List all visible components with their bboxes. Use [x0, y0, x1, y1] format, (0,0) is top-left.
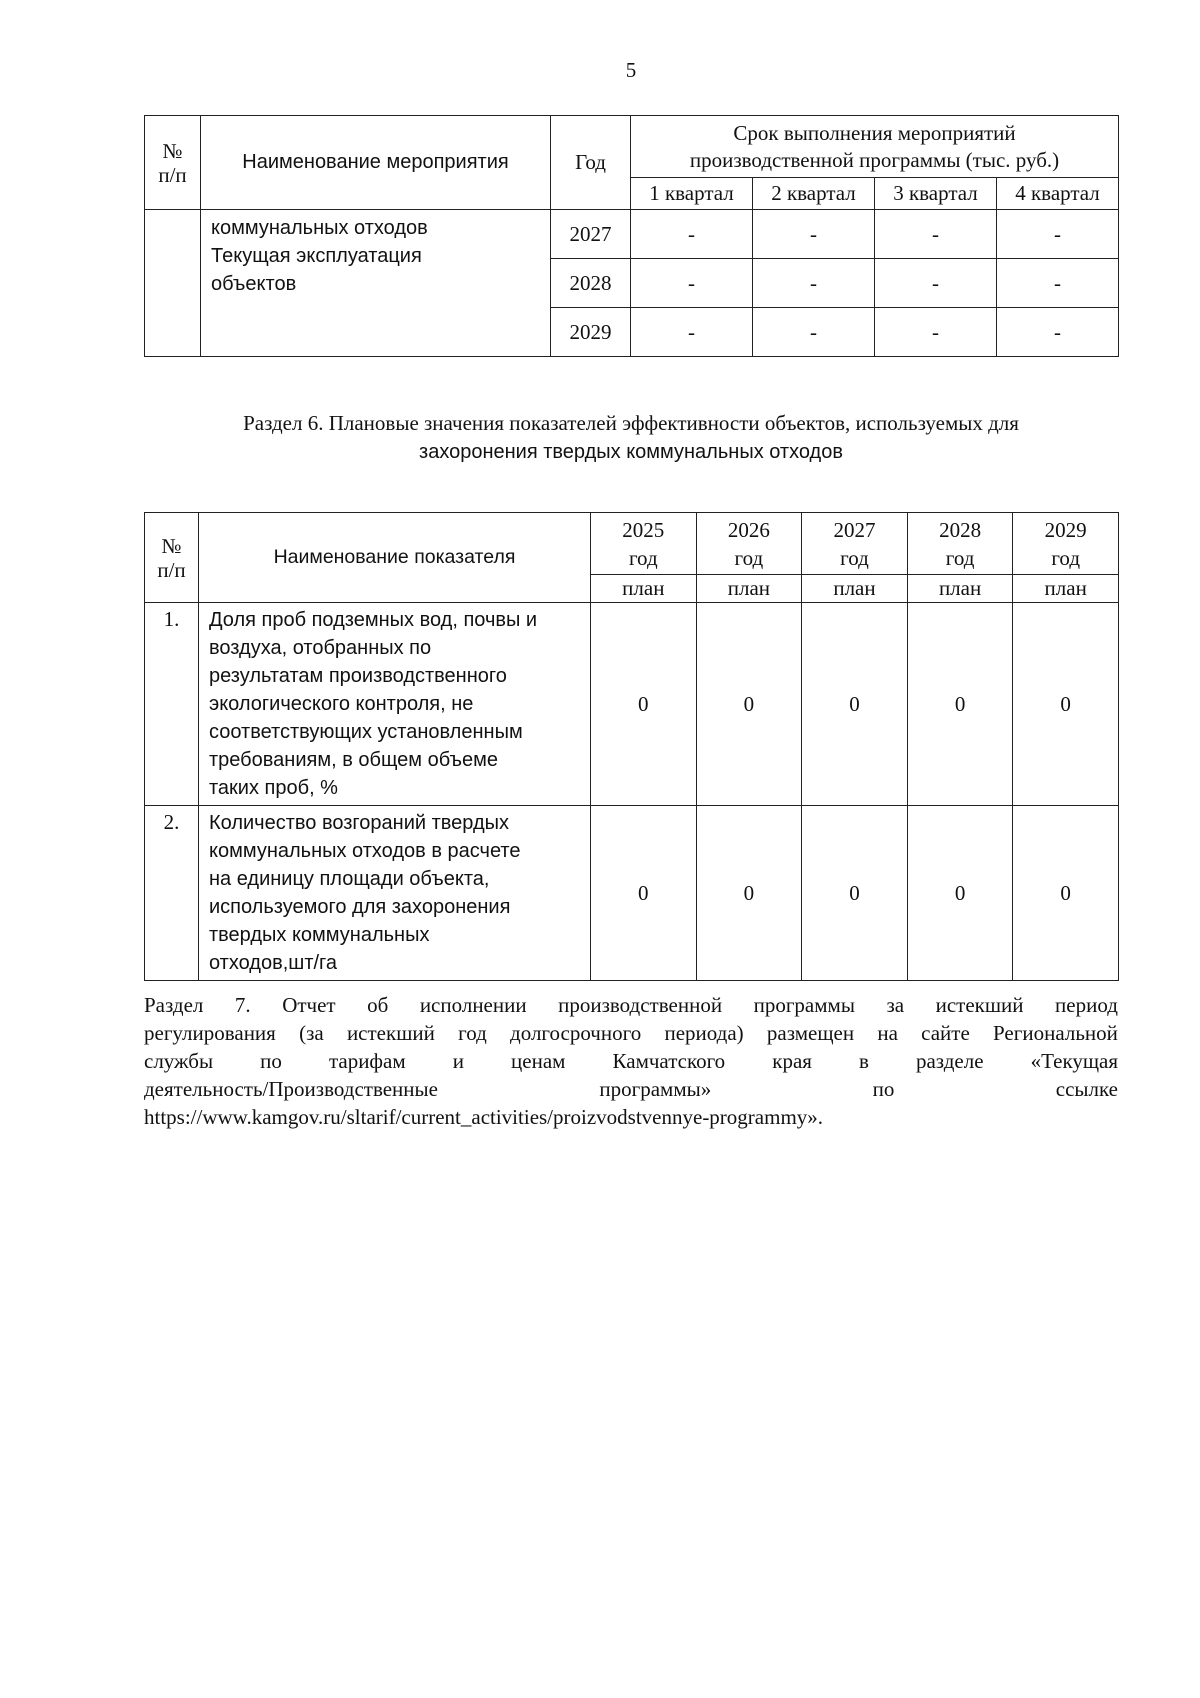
- event-name-cell: коммунальных отходов Текущая эксплуатация объектов: [201, 210, 551, 357]
- indicator-value: 0: [591, 603, 697, 806]
- indicator-value: 0: [907, 603, 1013, 806]
- activities-schedule-table: [144, 115, 1119, 357]
- quarter-value: -: [875, 308, 997, 357]
- quarter-value: -: [631, 210, 753, 259]
- quarter-value: -: [753, 210, 875, 259]
- performance-indicators-table: [144, 512, 1119, 981]
- quarter-value: -: [631, 308, 753, 357]
- header-plan: план: [591, 575, 697, 603]
- header-quarter: 2 квартал: [753, 178, 875, 210]
- quarter-value: -: [997, 210, 1119, 259]
- header-event-name: Наименование мероприятия: [201, 116, 551, 210]
- header-num: № п/п: [145, 513, 199, 603]
- indicator-value: 0: [907, 806, 1013, 981]
- row-number: 2.: [145, 806, 199, 981]
- paragraph-link-line: [144, 1103, 1118, 1131]
- header-year: Год: [551, 116, 631, 210]
- indicator-value: 0: [802, 603, 908, 806]
- section-7-paragraph: [144, 991, 1118, 1131]
- header-period: Срок выполнения мероприятий производственной программы (тыс. руб.): [631, 116, 1119, 178]
- header-year: 2029 год: [1013, 513, 1119, 575]
- header-year: 2025 год: [591, 513, 697, 575]
- quarter-value: -: [875, 210, 997, 259]
- indicator-value: 0: [1013, 603, 1119, 806]
- quarter-value: -: [753, 259, 875, 308]
- header-quarter: 1 квартал: [631, 178, 753, 210]
- quarter-value: -: [753, 308, 875, 357]
- year-cell: 2027: [551, 210, 631, 259]
- paragraph-line: деятельность/Производственные программы» по ссылке: [144, 1077, 1118, 1101]
- paragraph-line: регулирования (за истекший год долгосрочного периода) размещен на сайте Региональной: [144, 1021, 1118, 1045]
- indicator-value: 0: [696, 806, 802, 981]
- paragraph-line: службы по тарифам и ценам Камчатского края в разделе «Текущая: [144, 1049, 1118, 1073]
- indicator-value: 0: [802, 806, 908, 981]
- row-number: 1.: [145, 603, 199, 806]
- section-6-title: Раздел 6. Плановые значения показателей эффективности объектов, используемых для захоронения твердых коммунальных отходов: [243, 411, 1019, 463]
- row-num-cell: [145, 210, 201, 357]
- indicator-value: 0: [1013, 806, 1119, 981]
- header-year: 2027 год: [802, 513, 908, 575]
- header-year: 2026 год: [696, 513, 802, 575]
- header-indicator-name: Наименование показателя: [199, 513, 591, 603]
- quarter-value: -: [875, 259, 997, 308]
- quarter-value: -: [997, 308, 1119, 357]
- header-num: № п/п: [145, 116, 201, 210]
- paragraph-line: Раздел 7. Отчет об исполнении производственной программы за истекший период: [144, 993, 1118, 1017]
- quarter-value: -: [631, 259, 753, 308]
- header-year: 2028 год: [907, 513, 1013, 575]
- quarter-value: -: [997, 259, 1119, 308]
- year-cell: 2029: [551, 308, 631, 357]
- report-link[interactable]: https://www.kamgov.ru/sltarif/current_activities/proizvodstvennye-programmy».: [144, 1105, 824, 1129]
- header-quarter: 4 квартал: [997, 178, 1119, 210]
- header-plan: план: [907, 575, 1013, 603]
- header-plan: план: [1013, 575, 1119, 603]
- page-number: 5: [625, 58, 637, 82]
- indicator-value: 0: [696, 603, 802, 806]
- year-cell: 2028: [551, 259, 631, 308]
- header-quarter: 3 квартал: [875, 178, 997, 210]
- indicator-name: Количество возгораний твердых коммунальных отходов в расчете на единицу площади объекта, используемого для захоронения твердых коммунальных отходов,шт/га: [199, 806, 591, 981]
- indicator-value: 0: [591, 806, 697, 981]
- indicator-name: Доля проб подземных вод, почвы и воздуха, отобранных по результатам производственного экологического контроля, не соответствующих установленным требованиям, в общем объеме таких проб, %: [199, 603, 591, 806]
- header-plan: план: [696, 575, 802, 603]
- header-plan: план: [802, 575, 908, 603]
